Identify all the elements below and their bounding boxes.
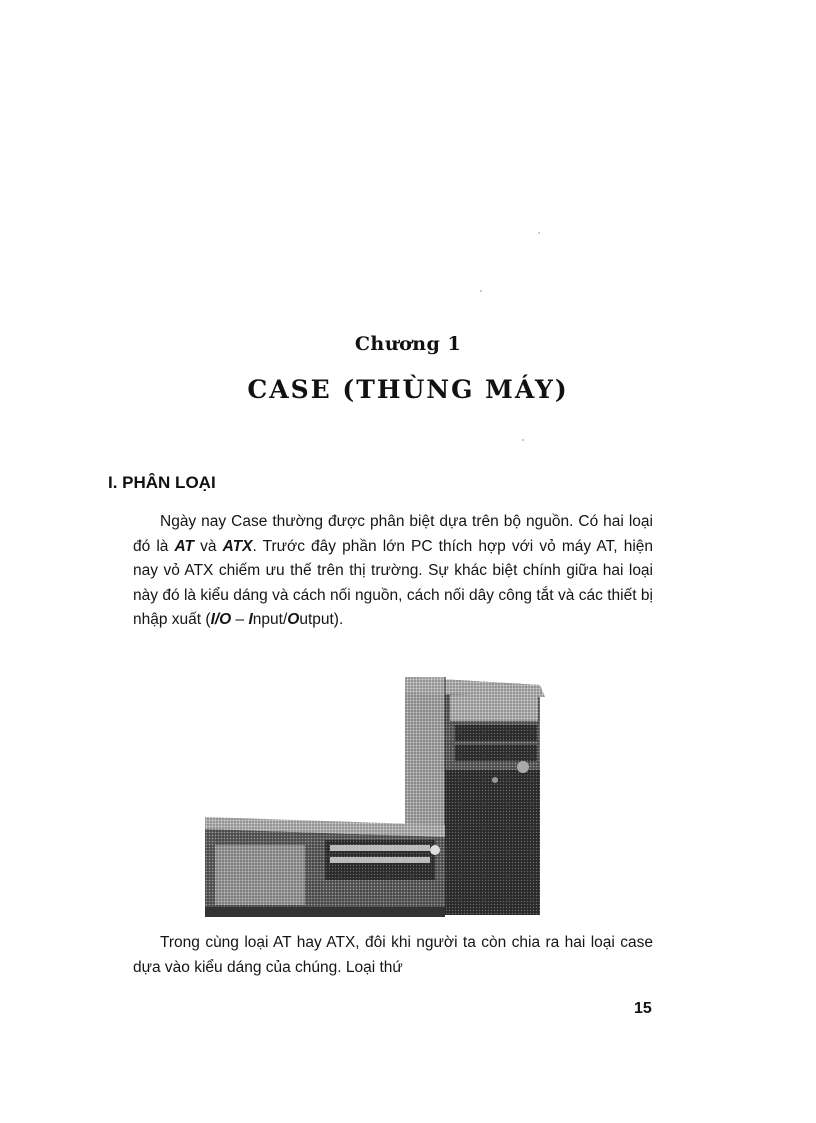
paragraph-1-text-b: và <box>194 537 223 555</box>
letter-o: O <box>287 611 300 628</box>
section-heading: I. PHÂN LOẠI <box>108 473 216 492</box>
term-io: I/O <box>210 611 232 628</box>
chapter-label: Chương 1 <box>354 333 462 355</box>
paragraph-1 <box>133 510 653 633</box>
term-at: AT <box>174 537 195 555</box>
paragraph-2-text: Trong cùng loại AT hay ATX, đôi khi người ta còn chia ra hai loại case dựa vào kiểu dáng của chúng. Loại thứ <box>133 934 653 976</box>
chapter-title: CASE (THÙNG MÁY) <box>247 375 569 404</box>
letter-i: I <box>248 611 253 628</box>
desktop-case <box>205 817 445 917</box>
scan-speck <box>480 290 482 292</box>
page-number: 15 <box>634 1000 652 1017</box>
scan-speck <box>522 439 524 441</box>
scan-speck <box>538 232 540 234</box>
paragraph-2 <box>133 931 653 980</box>
dash: – <box>231 611 249 628</box>
word-nput: nput/ <box>252 611 288 628</box>
paragraph-1-text-a: Ngày nay Case thường được phân biệt dựa trên bộ nguồn. Có hai loại đó là <box>133 513 653 555</box>
computer-cases-photo <box>205 675 555 917</box>
term-atx: ATX <box>222 537 253 555</box>
word-utput: utput). <box>299 611 344 628</box>
paragraph-1-text-c: . Trước đây phần lớn PC thích hợp với vỏ máy AT, hiện nay vỏ ATX chiếm ưu thế trên thị trường. Sự khác biệt chính giữa hai loại này đó là kiểu dáng và cách nối nguồn, cách nối dây công tắt và các thiết bị nhập xuất ( <box>133 537 654 628</box>
